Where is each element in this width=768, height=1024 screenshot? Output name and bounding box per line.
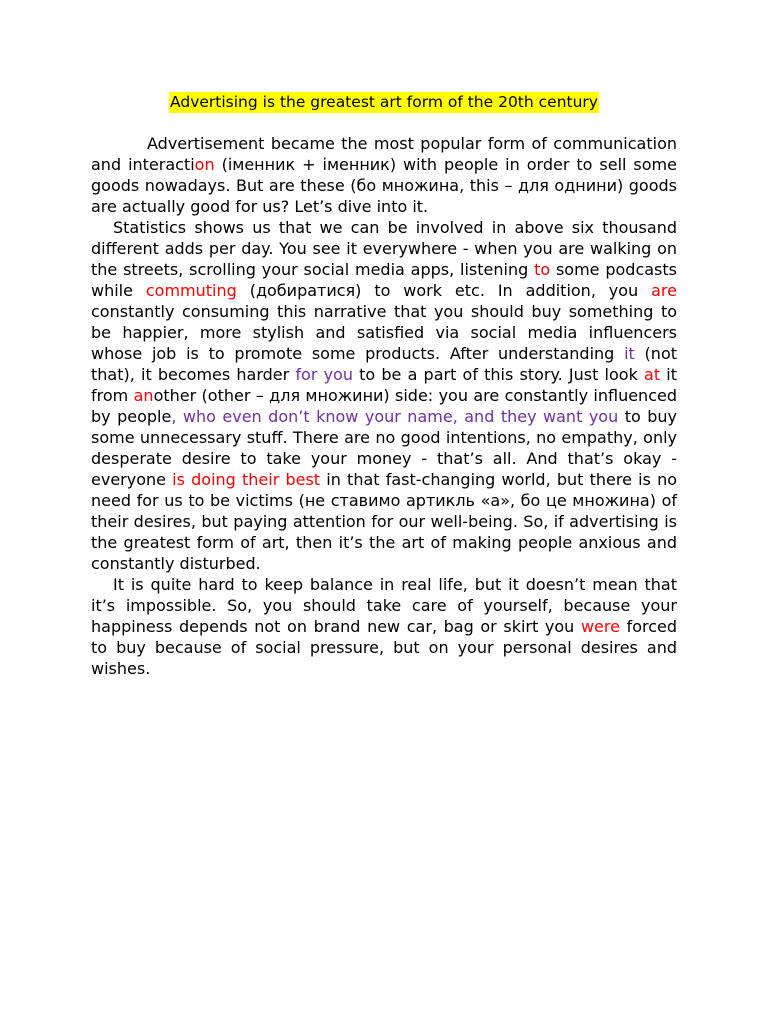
correction-text: , who even don’t know your name: [171, 407, 453, 426]
text-run: constantly consuming this narrative that you should buy something to be happier, more stylish and satisfied via social media influencers whose job is to promote some products. After understanding: [91, 302, 677, 363]
document-body: [91, 133, 677, 679]
correction-text: an: [133, 386, 154, 405]
text-run: (not that), it becomes harder: [91, 344, 678, 384]
text-run: other (other – для множини) side: you are constantly influenced by people: [91, 386, 677, 426]
text-run: it from: [91, 365, 678, 405]
title-container: [0, 92, 768, 113]
correction-text: to: [534, 260, 551, 279]
text-run: (іменник + іменник) with people in order to sell some goods nowadays. But are these (бо множина, this – для однини) goods are actually good for us? Let’s dive into it.: [91, 155, 677, 216]
paragraph-conclusion: [91, 574, 677, 679]
document-title: Advertising is the greatest art form of the 20th century: [170, 93, 598, 111]
correction-text: is doing their best: [172, 470, 321, 489]
paragraph-intro: [91, 133, 677, 217]
text-run: Advertisement became the most popular form of communication and interacti: [91, 134, 677, 174]
text-run: in that fast-changing world, but there is no need for us to be victims (не ставимо артикль «а», бо це множина) of their desires, but paying attention for our well-being. So, if advertising is the greatest form of art, then it’s the art of making people anxious and constantly disturbed.: [91, 470, 678, 573]
text-run: (добиратися) to work etc. In addition, you: [236, 281, 652, 300]
text-run: some podcasts while: [91, 260, 677, 300]
correction-text: for you: [295, 365, 353, 384]
correction-text: at: [644, 365, 661, 384]
correction-text: were: [580, 617, 620, 636]
correction-text: , and they want you: [452, 407, 619, 426]
text-run: to buy some unnecessary stuff. There are no good intentions, no empathy, only desperate desire to take your money - that’s all. And that’s okay - everyone: [91, 407, 677, 489]
text-run: Statistics shows us that we can be involved in above six thousand different adds per day. You see it everywhere - when you are walking on the streets, scrolling your social media apps, listening: [91, 218, 677, 279]
correction-text: it: [624, 344, 635, 363]
text-run: to be a part of this story. Just look: [352, 365, 645, 384]
correction-text: on: [194, 155, 215, 174]
text-run: forced to buy because of social pressure, but on your personal desires and wishes.: [91, 617, 678, 678]
correction-text: are: [651, 281, 677, 300]
text-run: It is quite hard to keep balance in real life, but it doesn’t mean that it’s impossible. So, you should take care of yourself, because your happiness depends not on brand new car, bag or skirt you: [91, 575, 677, 636]
correction-text: commuting: [145, 281, 237, 300]
paragraph-statistics: [91, 217, 677, 574]
